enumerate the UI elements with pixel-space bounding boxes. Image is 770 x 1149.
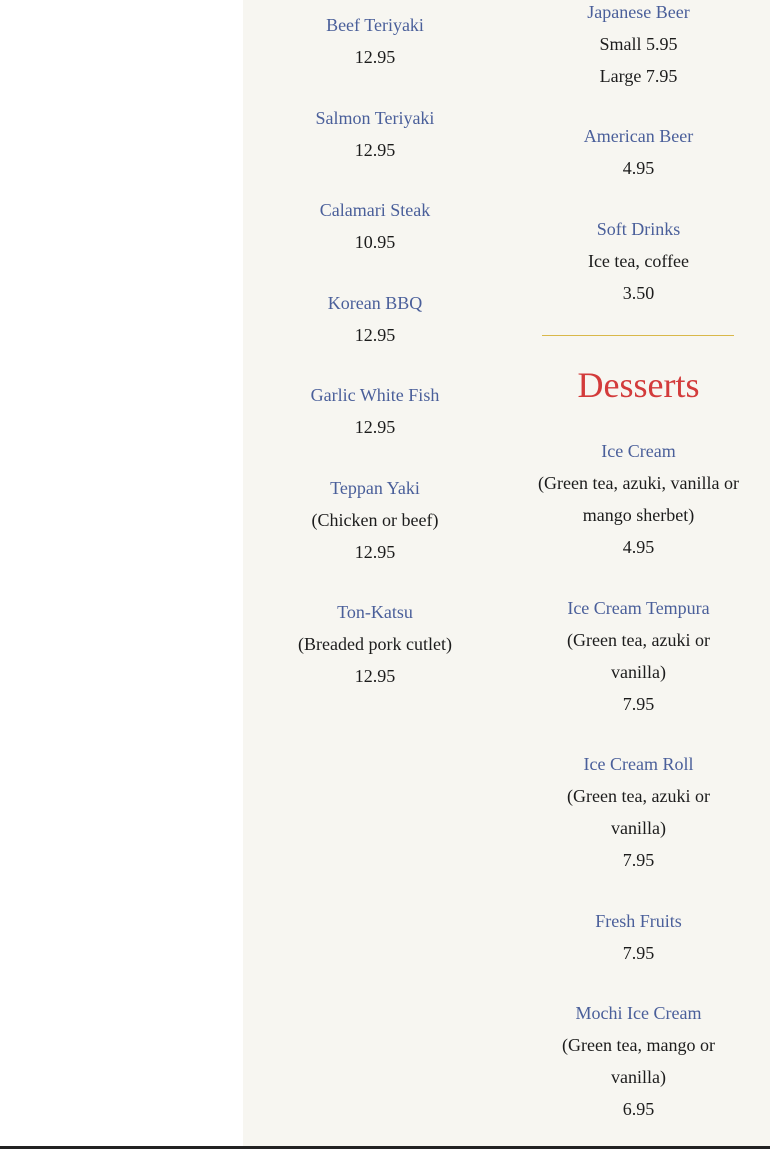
menu-item (507, 997, 770, 1125)
menu-item (507, 213, 770, 309)
item-price: 12.95 (354, 666, 396, 686)
menu-item (243, 472, 507, 568)
item-price: 6.95 (622, 1099, 655, 1119)
item-name: Mochi Ice Cream (575, 1003, 702, 1023)
item-description: (Chicken or beef) (311, 510, 439, 530)
menu-item (507, 0, 770, 92)
item-name: Salmon Teriyaki (315, 108, 435, 128)
menu-item (507, 905, 770, 969)
item-description: Ice tea, coffee (587, 251, 690, 271)
item-price: 12.95 (354, 417, 396, 437)
item-price: 7.95 (622, 850, 655, 870)
menu-item (243, 194, 507, 258)
item-name: American Beer (583, 126, 694, 146)
item-price: 7.95 (622, 694, 655, 714)
menu-item (243, 379, 507, 443)
item-price: 4.95 (622, 158, 655, 178)
item-price-small: Small 5.95 (599, 34, 678, 54)
item-description: (Green tea, mango or vanilla) (562, 1035, 715, 1087)
item-name: Soft Drinks (596, 219, 681, 239)
item-price: 12.95 (354, 140, 396, 160)
item-name: Teppan Yaki (330, 478, 420, 498)
section-divider (542, 335, 734, 336)
item-description: (Green tea, azuki or vanilla) (567, 630, 710, 682)
item-description: (Green tea, azuki or vanilla) (567, 786, 710, 838)
item-price: 4.95 (622, 537, 655, 557)
item-name: Japanese Beer (587, 2, 690, 22)
item-description: (Breaded pork cutlet) (298, 634, 452, 654)
item-price: 12.95 (354, 47, 396, 67)
item-price: 3.50 (622, 283, 655, 303)
item-price: 7.95 (622, 943, 655, 963)
item-name: Garlic White Fish (310, 385, 440, 405)
menu-item (243, 287, 507, 351)
menu-item (243, 596, 507, 692)
menu-item (507, 120, 770, 184)
item-price: 12.95 (354, 325, 396, 345)
item-name: Ton-Katsu (337, 602, 413, 622)
item-price: 10.95 (354, 232, 396, 252)
menu-item (243, 102, 507, 166)
item-name: Calamari Steak (319, 200, 431, 220)
item-name: Fresh Fruits (595, 911, 682, 931)
item-price-large: Large 7.95 (599, 66, 678, 86)
menu-item (507, 592, 770, 720)
menu-item (507, 435, 770, 563)
item-name: Ice Cream (601, 441, 676, 461)
item-name: Ice Cream Roll (583, 754, 694, 774)
section-title-desserts: Desserts (577, 365, 700, 405)
menu-item (507, 748, 770, 876)
item-price: 12.95 (354, 542, 396, 562)
menu-item (243, 9, 507, 73)
item-description: (Green tea, azuki, vanilla or mango sherbet) (538, 473, 739, 525)
item-name: Beef Teriyaki (326, 15, 424, 35)
item-name: Ice Cream Tempura (567, 598, 710, 618)
item-name: Korean BBQ (327, 293, 423, 313)
